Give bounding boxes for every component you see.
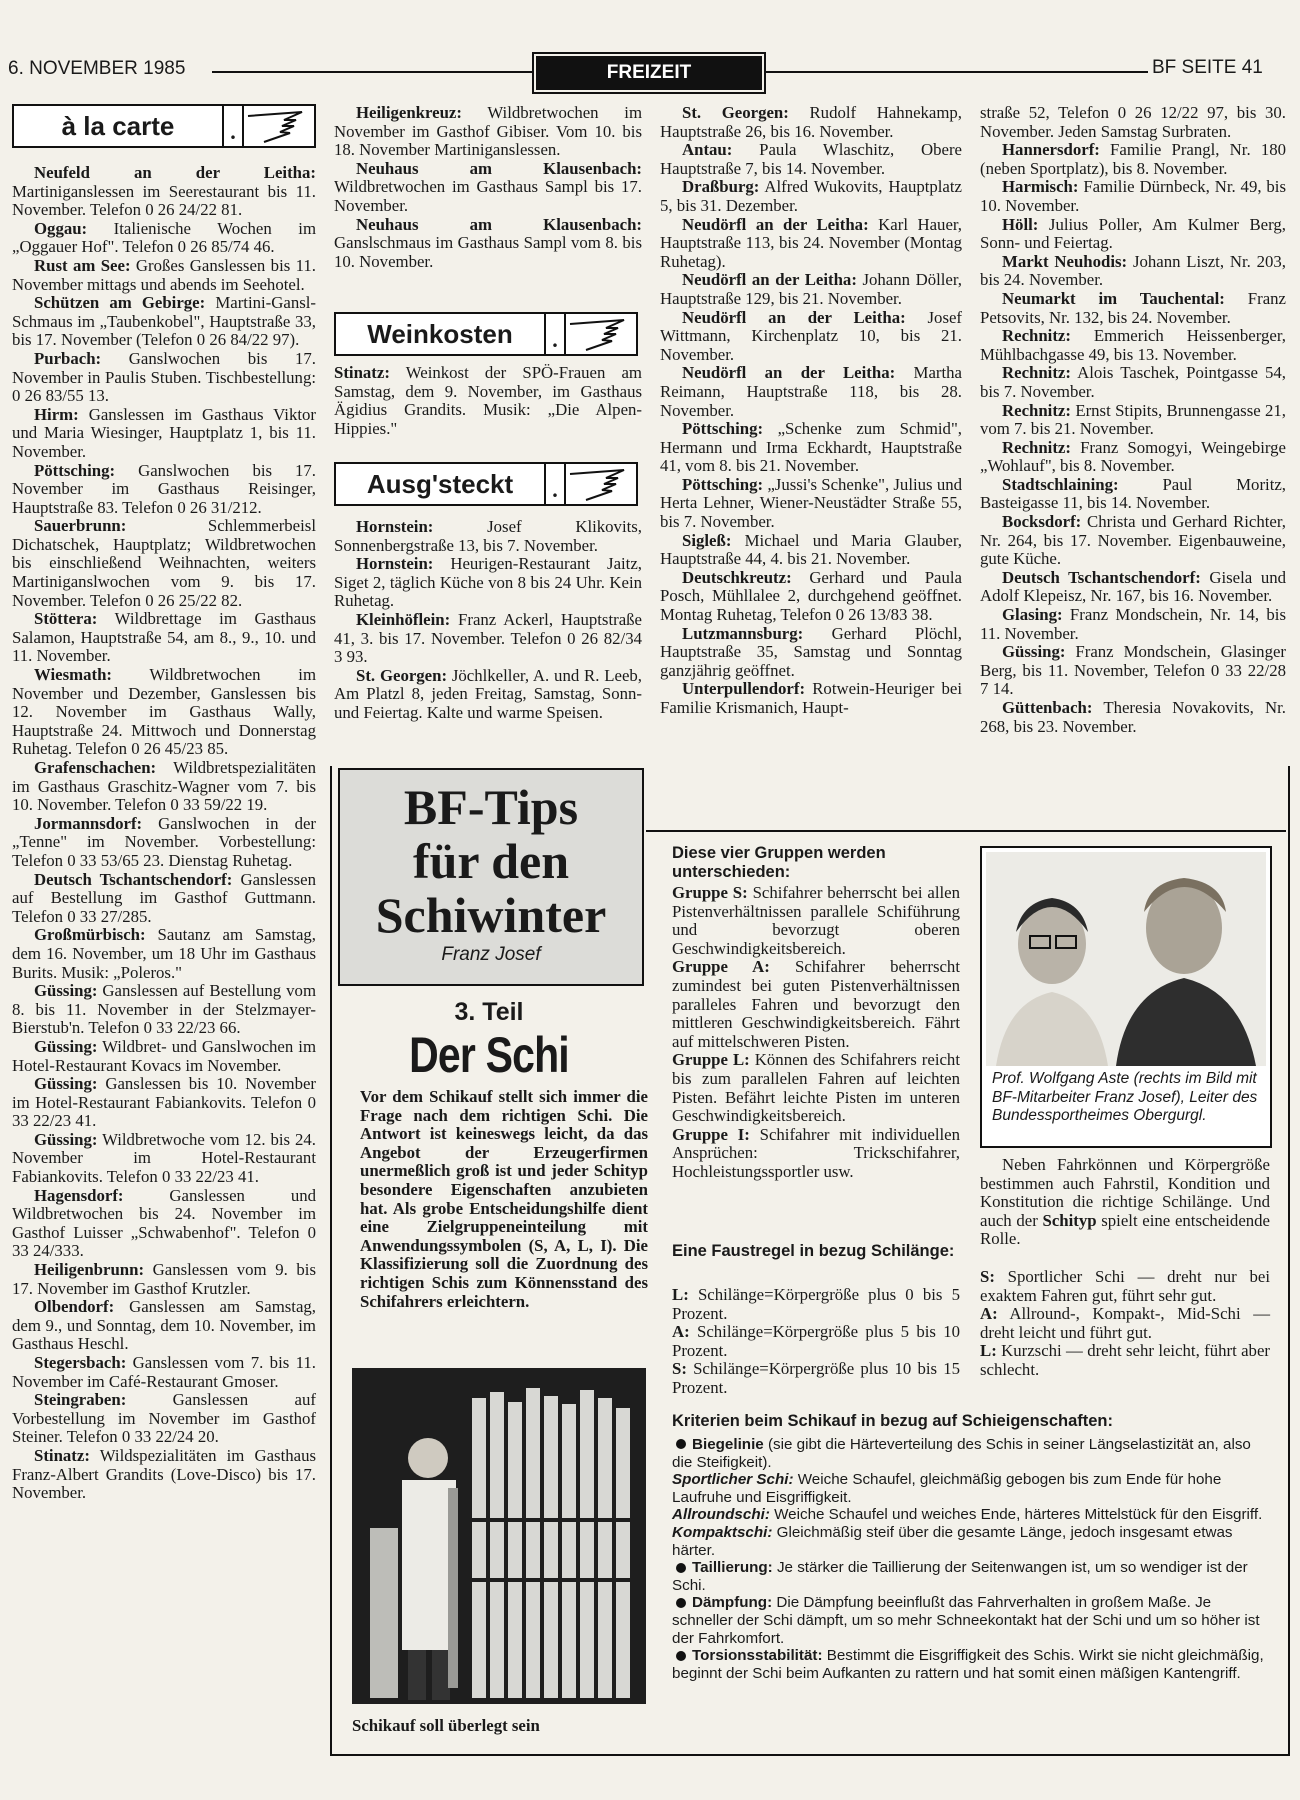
kriterium-item	[672, 1436, 1272, 1471]
tips-part: 3. Teil	[454, 998, 524, 1026]
listing-place: S:	[980, 1267, 995, 1286]
listing-entry	[12, 610, 316, 666]
listing-place: Großmürbisch:	[34, 925, 146, 945]
listing-text: Rudolf Hahnekamp, Hauptstraße 26, bis 16. November.	[660, 103, 963, 141]
col4-listings	[980, 104, 1286, 736]
listing-text: Ganslessen auf Bestellung im Gasthof Guttmann. Telefon 0 33 27/285.	[12, 869, 316, 926]
col2-listings-top	[334, 104, 642, 271]
groups-list	[672, 884, 960, 1182]
listing-entry	[334, 216, 642, 272]
listing-entry	[12, 759, 316, 815]
listing-text: Josef Klikovits, Sonnenbergstraße 13, bis 7. November.	[334, 517, 642, 555]
kriterium-item	[672, 1471, 1272, 1506]
faustregel-list	[672, 1286, 960, 1398]
listing-entry	[660, 141, 962, 178]
listing-entry	[12, 517, 316, 610]
listing-place: A:	[672, 1322, 690, 1342]
listing-entry	[980, 364, 1286, 401]
listing-entry	[12, 871, 316, 927]
listing-place: Rechnitz:	[1002, 326, 1071, 346]
listing-entry	[980, 253, 1286, 290]
kriterium-term: Biegelinie	[692, 1436, 764, 1453]
listing-entry	[12, 406, 316, 462]
listing-place: Unterpullendorf:	[682, 679, 806, 699]
col1-listings	[12, 164, 316, 1503]
listing-place: Gruppe A:	[672, 957, 770, 977]
listing-text: Familie Dürnbeck, Nr. 49, bis 10. November.	[980, 177, 1286, 215]
kriterium-item	[672, 1524, 1272, 1559]
listing-text: Ganslessen auf Bestellung vom 8. bis 11. November in der Stelzmayer-Bierstub'n. Telefon 0 33 22/23 66.	[12, 981, 316, 1038]
listing-place: Höll:	[1002, 214, 1039, 234]
kriterium-text: Weiche Schaufel und weiches Ende, härteres Mittelstück für den Eisgriff.	[769, 1506, 1263, 1524]
listing-place: Deutschkreutz:	[682, 567, 792, 587]
listing-text: Alfred Wukovits, Hauptplatz 5, bis 31. Dezember.	[660, 177, 962, 215]
kriterium-term: Taillierung:	[692, 1559, 773, 1577]
listing-place: Rechnitz:	[1002, 363, 1071, 383]
kriterium-term: Sportlicher Schi:	[672, 1471, 794, 1489]
listing-text: Schifahrer beherrscht zumindest bei guten Pistenverhältnissen paralleles Fahren und bevorzugt den mittleren Geschwindigkeitsbereich. Fährt auf mittelschweren Pisten.	[672, 957, 960, 1051]
kriterium-text: Die Dämpfung beeinflußt das Fahrverhalten in großem Maße. Je schneller der Schi dämpft, um so mehr Schneekontakt hat der Schi und um so höher ist der Fahrkomfort.	[672, 1594, 1260, 1647]
listing-text: Ganslessen auf Vorbestellung im November im Gasthof Steiner. Telefon 0 33 22/24 20.	[12, 1390, 316, 1447]
photo-skis-shop	[352, 1368, 646, 1704]
listing-place: A:	[980, 1304, 998, 1324]
listing-entry	[334, 555, 642, 611]
header-rule-left	[212, 71, 534, 73]
listing-text: Wildbretwochen im November und Dezember, Ganslessen bis 12. November im Gasthaus Wally, Hauptstraße 24. Mittwoch und Donnerstag Ruhetag. Telefon 0 26 45/23 85.	[12, 665, 316, 759]
listing-place: Antau:	[682, 140, 733, 160]
listing-text: Ganslwochen bis 17. November in Paulis Stuben. Tischbestellung: 0 26 83/55 13.	[12, 348, 316, 406]
pointing-hand-icon	[566, 314, 636, 354]
listing-text: Martiniganslessen im Seerestaurant bis 11. November. Telefon 0 26 24/22 81.	[12, 181, 316, 220]
kriterium-text: Je stärker die Taillierung der Seitenwangen ist, um so wendiger ist der Schi.	[672, 1559, 1248, 1594]
listing-place: Hornstein:	[356, 554, 434, 574]
listing-entry	[12, 982, 316, 1038]
listing-entry	[334, 667, 642, 723]
listing-entry	[12, 1038, 316, 1075]
listing-entry	[672, 1051, 960, 1125]
listing-entry	[12, 926, 316, 982]
listing-entry	[12, 220, 316, 257]
listing-text: Wildspezialitäten im Gasthaus Franz-Albert Grandits (Love-Disco) bis 17. November.	[12, 1445, 316, 1503]
section-title: FREIZEIT	[536, 56, 762, 90]
listing-entry	[672, 958, 960, 1051]
listing-entry	[980, 513, 1286, 569]
listing-text: Jöchlkeller, A. und R. Leeb, Am Platzl 8, jeden Freitag, Samstag, Sonn- und Feiertag. Kalte und warme Speisen.	[334, 665, 642, 722]
listing-text: Kurzschi — dreht sehr leicht, führt aber schlecht.	[980, 1341, 1270, 1379]
listing-text: Können des Schifahrers reicht bis zum parallelen Fahren auf leichten Pisten. Befährt leichte Pisten im unteren Geschwindigkeitsbereich.	[672, 1050, 960, 1126]
listing-entry	[12, 1447, 316, 1503]
listing-place: Deutsch Tschantschendorf:	[1002, 567, 1201, 587]
bullet-icon	[676, 1651, 686, 1661]
listing-text: Ganslessen im Gasthaus Viktor und Maria Wiesinger, Hauptplatz 1, bis 11. November.	[12, 404, 316, 461]
listing-place: Steingraben:	[34, 1390, 127, 1410]
listing-place: Markt Neuhodis:	[1002, 251, 1128, 271]
listing-text: Paula Wlaschitz, Obere Hauptstraße 7, bis 14. November.	[660, 140, 962, 178]
listing-text: Julius Poller, Am Kulmer Berg, Sonn- und Feiertag.	[980, 214, 1286, 253]
photo-caption-skikauf: Schikauf soll überlegt sein	[352, 1716, 540, 1735]
listing-place: Stegersbach:	[34, 1353, 127, 1372]
tips-headline: Der Schi	[409, 1027, 569, 1083]
rubric-a-la-carte: à la carte .	[12, 104, 316, 148]
kriterium-text: Bestimmt die Eisgriffigkeit des Schis. Wirkt sie nicht gleichmäßig, beginnt der Schi beim Aufkanten zu rattern und hat somit einen mäßigen Kantengriff.	[672, 1647, 1264, 1682]
listing-entry	[980, 1342, 1270, 1379]
listing-text: Allround-, Kompakt-, Mid-Schi — dreht leicht und führt gut.	[980, 1304, 1270, 1342]
listing-text: Schifahrer beherrscht bei allen Pistenverhältnissen parallele Schiführung und bevorzugt oberen Geschwindigkeitsbereich.	[672, 883, 960, 958]
listing-text: Franz Mondschein, Nr. 14, bis 11. November.	[980, 605, 1286, 643]
feature-frame-top-right	[646, 830, 1286, 832]
listing-entry	[980, 569, 1286, 606]
listing-place: Pöttsching:	[682, 474, 764, 494]
kriterium-text: Gleichmäßig steif über die gesamte Länge, jedoch insgesamt etwas härter.	[672, 1523, 1233, 1559]
listing-place: Sigleß:	[682, 530, 732, 550]
header-date: 6. NOVEMBER 1985	[8, 58, 186, 79]
listing-entry	[980, 439, 1286, 476]
rubric-label: Ausg'steckt	[366, 468, 514, 499]
listing-entry	[12, 815, 316, 871]
listing-text: Emmerich Heissenberger, Mühlbachgasse 49, bis 13. November.	[980, 326, 1286, 364]
listing-text: Gisela und Adolf Klepeisz, Nr. 167, bis 16. November.	[980, 567, 1286, 606]
listing-text: Ganslessen am Samstag, dem 9., und Sonntag, dem 10. November, im Gasthaus Heschl.	[12, 1297, 316, 1354]
listing-place: Hirm:	[34, 404, 79, 424]
aste-photo-box	[980, 846, 1272, 1148]
listing-entry	[672, 1126, 960, 1182]
listing-place: Neudörfl an der Leitha:	[682, 363, 896, 383]
listing-text: Großes Ganslessen bis 11. November mittags und abends im Seehotel.	[12, 255, 317, 294]
listing-text: Michael und Maria Glauber, Hauptstraße 44, 4. bis 21. November.	[660, 530, 962, 569]
listing-entry	[980, 1268, 1270, 1305]
listing-text: Weinkost der SPÖ-Frauen am Samstag, dem 9. November, im Gasthaus Ägidius Grandits. Musik: „Die Alpen-Hippies."	[334, 363, 642, 438]
listing-text: Christa und Gerhard Richter, Nr. 264, bis 17. November. Eigenbauweine, gute Küche.	[980, 512, 1286, 569]
listing-text: „Jussi's Schenke", Julius und Herta Lehner, Wiener-Neustädter Straße 55, bis 7. November.	[660, 474, 962, 532]
bullet-icon	[676, 1598, 686, 1608]
kriterium-item	[672, 1647, 1272, 1682]
listing-text: Paul Moritz, Basteigasse 11, bis 14. November.	[980, 474, 1286, 513]
listing-text: Schlemmerbeisl Dichatschek, Hauptplatz; Wildbretwochen bis einschließend Weihnachten, weiters Martiniganslwochen vom 9. bis 17. November. Telefon 0 26 25/22 82.	[12, 516, 316, 610]
kriterien-list	[672, 1436, 1272, 1682]
listing-place: Glasing:	[1002, 605, 1063, 625]
listing-place: Güssing:	[1002, 642, 1066, 662]
listing-place: Rechnitz:	[1002, 437, 1071, 457]
listing-entry	[660, 271, 962, 308]
listing-text: Martini-Gansl-Schmaus im „Taubenkobel", Hauptstraße 33, bis 17. November (Telefon 0 26 84/22 97).	[12, 293, 317, 350]
listing-text: Franz Ackerl, Hauptstraße 41, 3. bis 17. November. Telefon 0 26 82/34 3 93.	[334, 609, 642, 667]
page-number: BF SEITE 41	[1152, 57, 1263, 78]
listing-text: Wildbrettage im Gasthaus Salamon, Hauptstraße 54, am 8., 9., 10. und 11. November.	[12, 609, 316, 666]
listing-text: Wildbretwochen im November im Gasthof Gibiser. Vom 10. bis 18. November Martiniganslessen.	[334, 103, 642, 160]
listing-place: Neudörfl an der Leitha:	[682, 270, 857, 290]
listing-text: Ganslessen vom 9. bis 17. November im Gasthof Krutzler.	[12, 1260, 316, 1298]
listing-entry	[660, 309, 962, 365]
listing-place: S:	[672, 1359, 687, 1379]
listing-text: Wildbretwoche vom 12. bis 24. November im Hotel-Restaurant Fabiankovits. Telefon 0 33 22/23 41.	[12, 1129, 316, 1187]
listing-text: Johann Liszt, Nr. 203, bis 24. November.	[980, 251, 1286, 290]
listing-place: Güssing:	[34, 1129, 98, 1149]
tips-title-line3: Schiwinter	[375, 887, 607, 943]
listing-entry	[672, 1323, 960, 1360]
listing-place: Stinatz:	[334, 363, 390, 382]
listing-place: Hannersdorf:	[1002, 140, 1100, 160]
col2-weinkost	[334, 364, 642, 438]
listing-entry	[12, 1131, 316, 1187]
listing-entry	[660, 104, 962, 141]
listing-place: Stöttera:	[34, 609, 98, 629]
listing-entry	[660, 625, 962, 681]
listing-entry	[334, 364, 642, 438]
listing-entry	[980, 402, 1286, 439]
listing-text: Schilänge=Körpergröße plus 5 bis 10 Prozent.	[672, 1322, 960, 1360]
listing-place: Schützen am Gebirge:	[34, 293, 206, 313]
faustregel-heading: Eine Faustregel in bezug Schilänge:	[672, 1242, 955, 1260]
listing-text: Martha Reimann, Hauptstraße 118, bis 28. November.	[660, 363, 963, 420]
listing-place: Deutsch Tschantschendorf:	[34, 869, 233, 889]
listing-place: Rust am See:	[34, 255, 131, 275]
listing-text: Ganslwochen bis 17. November im Gasthaus Reisinger, Hauptstraße 83. Telefon 0 26 31/212.	[12, 460, 316, 517]
listing-place: Gruppe I:	[672, 1124, 750, 1144]
kriterium-term: Torsionsstabilität:	[692, 1647, 823, 1665]
listing-place: St. Georgen:	[356, 665, 448, 685]
listing-entry	[12, 350, 316, 406]
listing-text: „Schenke zum Schmid", Hermann und Irma Eckhardt, Hauptstraße 41, vom 8. bis 21. November.	[660, 419, 962, 476]
listing-entry	[980, 141, 1286, 178]
listing-text: Schilänge=Körpergröße plus 0 bis 5 Prozent.	[672, 1285, 960, 1323]
listing-place: Lutzmannsburg:	[682, 623, 804, 643]
listing-place: Güttenbach:	[1002, 698, 1093, 717]
listing-entry	[980, 699, 1286, 736]
listing-text: Franz Petsovits, Nr. 132, bis 24. November.	[980, 288, 1286, 327]
pointing-hand-icon	[244, 106, 314, 146]
listing-text: Franz Mondschein, Glasinger Berg, bis 11. November, Telefon 0 33 22/28 7 14.	[980, 642, 1286, 699]
listing-place: Güssing:	[34, 1074, 98, 1094]
listing-entry	[980, 606, 1286, 643]
listing-place: Kleinhöflein:	[356, 609, 451, 629]
listing-entry	[334, 518, 642, 555]
listing-place: Rechnitz:	[1002, 400, 1071, 420]
schityp-label: Schityp	[1042, 1210, 1097, 1230]
aste-caption: Prof. Wolfgang Aste (rechts im Bild mit BF-Mitarbeiter Franz Josef), Leiter des Bundessportheimes Obergurgl.	[992, 1070, 1258, 1125]
listing-place: Jormannsdorf:	[34, 813, 143, 833]
listing-text: Ganslwochen in der „Tenne" im November. Vorbestellung: Telefon 0 33 53/65 23. Dienstag Ruhetag.	[12, 813, 316, 870]
listing-place: Heiligenbrunn:	[34, 1260, 145, 1280]
listing-text: Sautanz am Samstag, dem 16. November, um 18 Uhr im Gasthaus Burits. Musik: „Poleros."	[12, 925, 316, 982]
bullet-icon	[676, 1439, 686, 1449]
listing-entry	[12, 164, 316, 220]
listing-entry	[12, 666, 316, 759]
photo-aste-portrait	[986, 852, 1266, 1066]
listing-place: Neumarkt im Tauchental:	[1002, 288, 1225, 308]
bullet-icon	[676, 1563, 686, 1573]
listing-text: Ganslessen und Wildbretwochen bis 24. November im Gasthof Luisser „Schwabenhof". Telefon 0 33 24/333.	[12, 1185, 316, 1261]
schityp-list	[980, 1268, 1270, 1380]
listing-entry	[660, 476, 962, 532]
listing-text: Ganslschmaus im Gasthaus Sampl vom 8. bis 10. November.	[334, 233, 642, 271]
rubric-weinkosten: Weinkosten .	[334, 312, 638, 356]
kriterium-item	[672, 1594, 1272, 1647]
col2-ausgsteckt	[334, 518, 642, 723]
listing-place: L:	[672, 1285, 689, 1304]
listing-place: Gruppe L:	[672, 1050, 750, 1070]
listing-place: Gruppe S:	[672, 883, 748, 902]
listing-entry	[980, 216, 1286, 253]
listing-place: Neufeld an der Leitha:	[34, 163, 316, 182]
pointing-hand-icon	[566, 464, 636, 504]
listing-entry	[660, 569, 962, 625]
listing-text: Ganslessen bis 10. November im Hotel-Restaurant Fabiankovits. Telefon 0 33 22/23 41.	[12, 1074, 316, 1131]
listing-entry	[660, 364, 962, 420]
listing-place: Oggau:	[34, 218, 88, 238]
listing-entry	[12, 462, 316, 518]
listing-text: Gerhard und Paula Posch, Mühllalee 2, durchgehend geöffnet. Montag Ruhetag, Telefon 0 26 13/83 38.	[660, 567, 962, 625]
listing-place: Sauerbrunn:	[34, 516, 127, 536]
aste-text: Neben Fahrkönnen und Körpergröße bestimmen auch Fahrstil, Kondition und Konstitution die richtige Schilänge. Und auch der Schityp spielt eine entscheidende Rolle.	[980, 1155, 1270, 1249]
kriterium-item	[672, 1559, 1272, 1594]
listing-place: Güssing:	[34, 981, 98, 1001]
listing-entry	[334, 104, 642, 160]
kriterium-term: Kompaktschi:	[672, 1523, 773, 1541]
listing-text: Italienische Wochen im „Oggauer Hof". Telefon 0 26 85/74 46.	[12, 218, 316, 257]
listing-place: Neuhaus am Klausenbach:	[356, 158, 642, 178]
col3-listings	[660, 104, 962, 718]
rubric-label: Weinkosten	[367, 318, 513, 349]
listing-entry	[334, 160, 642, 216]
tips-title-line1: BF-Tips	[403, 779, 579, 835]
listing-entry	[980, 1305, 1270, 1342]
listing-text: Alois Taschek, Pointgasse 54, bis 7. November.	[980, 363, 1286, 401]
listing-text: straße 52, Telefon 0 26 12/22 97, bis 30. November. Jeden Samstag Surbraten.	[980, 103, 1286, 141]
listing-entry	[660, 216, 962, 272]
listing-place: Grafenschachen:	[34, 758, 157, 777]
listing-entry	[12, 1075, 316, 1131]
listing-text: Schilänge=Körpergröße plus 10 bis 15 Prozent.	[672, 1359, 960, 1397]
listing-entry	[980, 178, 1286, 215]
listing-place: Neudörfl an der Leitha:	[682, 307, 906, 327]
tips-author: Franz Josef	[441, 944, 541, 965]
listing-entry	[672, 1360, 960, 1397]
listing-place: Wiesmath:	[34, 665, 112, 685]
listing-text: Heurigen-Restaurant Jaitz, Siget 2, täglich Küche von 8 bis 24 Uhr. Kein Ruhetag.	[334, 554, 642, 611]
listing-place: Güssing:	[34, 1036, 98, 1056]
listing-text: Josef Wittmann, Kirchenplatz 10, bis 21. November.	[660, 307, 963, 364]
listing-entry	[12, 1298, 316, 1354]
listing-text: Ernst Stipits, Brunnengasse 21, vom 7. bis 21. November.	[980, 400, 1286, 439]
listing-place: Hagensdorf:	[34, 1185, 124, 1205]
listing-entry	[980, 476, 1286, 513]
listing-place: Olbendorf:	[34, 1297, 115, 1317]
rubric-ausgsteckt: Ausg'steckt .	[334, 462, 638, 506]
listing-text: Rotwein-Heuriger bei Familie Krismanich, Haupt-	[660, 679, 962, 717]
listing-place: Stinatz:	[34, 1445, 90, 1465]
listing-entry	[660, 680, 962, 717]
groups-heading: Diese vier Gruppen werden unterschieden:	[672, 844, 886, 881]
listing-place: St. Georgen:	[682, 103, 789, 122]
tips-intro: Vor dem Schikauf stellt sich immer die Frage nach dem richtigen Schi. Die Antwort ist keineswegs leicht, da das Angebot der Erzeugerfirmen unermeßlich groß ist und jeder Schityp besondere Eigenschaften anzubieten hat. Als grobe Entscheidungshilfe dient eine Zielgruppeneinteilung mit Anwendungssymbolen (S, A, L, I). Die Klassifizierung soll die Zuordnung des richtigen Schis zum Könnensstand des Schifahrers erleichtern.	[360, 1087, 648, 1311]
listing-entry	[980, 643, 1286, 699]
listing-text: Sportlicher Schi — dreht nur bei exaktem Fahren gut, führt sehr gut.	[980, 1267, 1270, 1305]
listing-place: Hornstein:	[356, 517, 434, 536]
listing-entry	[660, 532, 962, 569]
listing-place: Draßburg:	[682, 177, 760, 197]
listing-place: Pöttsching:	[34, 460, 116, 480]
kriterium-term: Allroundschi:	[672, 1506, 770, 1524]
tips-title-line2: für den	[412, 833, 570, 889]
listing-place: L:	[980, 1341, 997, 1361]
rubric-label: à la carte	[61, 110, 175, 141]
listing-text: Ganslessen vom 7. bis 11. November im Café-Restaurant Gmoser.	[12, 1353, 316, 1391]
listing-entry	[334, 611, 642, 667]
listing-entry	[12, 1391, 316, 1447]
listing-place: Neuhaus am Klausenbach:	[356, 214, 642, 234]
kriterium-item	[672, 1506, 1272, 1524]
listing-text: Karl Hauer, Hauptstraße 113, bis 24. November (Montag Ruhetag).	[660, 214, 962, 271]
kriterium-term: Dämpfung:	[692, 1594, 773, 1612]
listing-entry	[980, 104, 1286, 141]
listing-place: Harmisch:	[1002, 177, 1079, 197]
listing-entry	[980, 290, 1286, 327]
listing-entry	[660, 420, 962, 476]
listing-text: Familie Prangl, Nr. 180 (neben Sportplatz), bis 8. November.	[980, 140, 1286, 178]
listing-place: Heiligenkreuz:	[356, 103, 462, 122]
listing-entry	[672, 884, 960, 958]
listing-entry	[672, 1286, 960, 1323]
listing-place: Stadtschlaining:	[1002, 474, 1119, 494]
kriterium-text: Weiche Schaufel, gleichmäßig gebogen bis zum Ende für hohe Laufruhe und Eisgriffigkeit.	[672, 1471, 1222, 1506]
listing-text: Franz Somogyi, Weingebirge „Wohlauf", bis 8. November.	[980, 437, 1286, 476]
listing-place: Bocksdorf:	[1002, 512, 1082, 532]
listing-text: Theresia Novakovits, Nr. 268, bis 23. November.	[980, 698, 1286, 736]
header-rule-right	[764, 71, 1148, 73]
listing-entry	[12, 1187, 316, 1261]
listing-text: Gerhard Plöchl, Hauptstraße 35, Samstag und Sonntag ganzjährig geöffnet.	[660, 623, 962, 680]
listing-text: Wildbretspezialitäten im Gasthaus Graschitz-Wagner vom 7. bis 10. November. Telefon 0 33 59/22 19.	[12, 758, 316, 815]
listing-entry	[12, 1261, 316, 1298]
listing-text: Wildbretwochen im Gasthaus Sampl bis 17. November.	[334, 177, 642, 215]
tips-title-box	[338, 768, 644, 986]
listing-entry	[12, 294, 316, 350]
listing-entry	[660, 178, 962, 215]
kriterium-text: (sie gibt die Härteverteilung des Schis in seiner Längselastizität an, also die Steifigkeit).	[672, 1436, 1251, 1471]
kriterien-heading: Kriterien beim Schikauf in bezug auf Schieigenschaften:	[672, 1412, 1114, 1430]
listing-entry	[980, 327, 1286, 364]
listing-entry	[12, 257, 316, 294]
listing-place: Pöttsching:	[682, 419, 764, 439]
listing-text: Johann Döller, Hauptstraße 129, bis 21. November.	[660, 270, 962, 308]
listing-text: Schifahrer mit individuellen Ansprüchen: Trickschifahrer, Hochleistungssportler usw.	[672, 1124, 961, 1181]
listing-text: Wildbret- und Ganslwochen im Hotel-Restaurant Kovacs im November.	[12, 1036, 316, 1075]
listing-entry	[12, 1354, 316, 1391]
listing-place: Purbach:	[34, 348, 102, 368]
listing-place: Neudörfl an der Leitha:	[682, 214, 869, 234]
